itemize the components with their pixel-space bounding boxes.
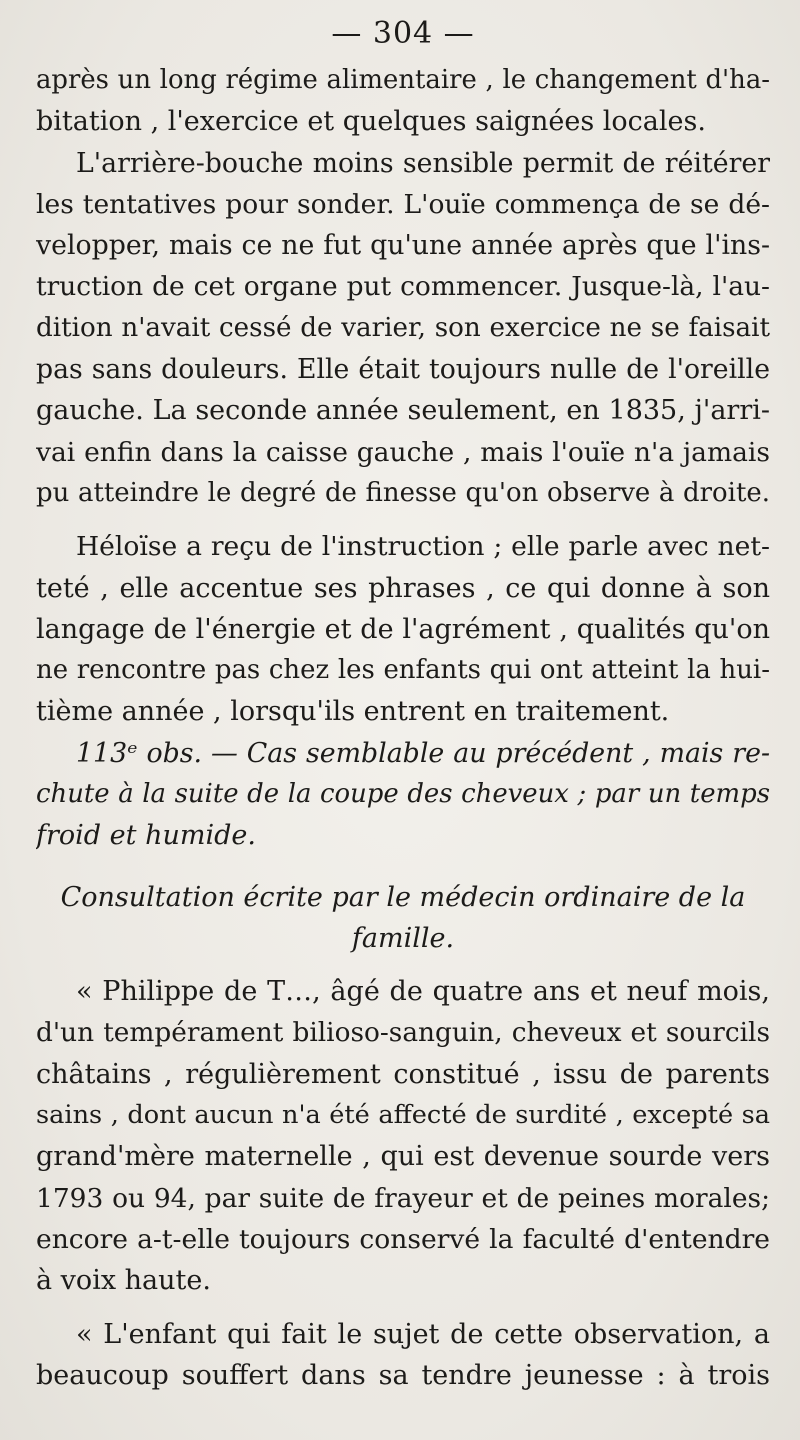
text-line: après un long régime alimentaire , le changement d'ha- — [36, 65, 770, 95]
paragraph-hearing-development — [36, 143, 770, 515]
text-line: d'un tempérament bilioso-sanguin, cheveux et sourcils — [36, 1017, 770, 1048]
text-line: vai enfin dans la caisse gauche , mais l'ouïe n'a jamais — [36, 436, 770, 468]
text-line: tième année , lorsqu'ils entrent en traitement. — [36, 696, 670, 728]
text-line: pas sans douleurs. Elle était toujours nulle de l'oreille — [36, 354, 770, 386]
paragraph-philippe — [36, 971, 770, 1301]
paragraph-heloise — [36, 526, 770, 732]
text-line: 113ᵉ obs. — Cas semblable au précédent , mais re- — [76, 737, 770, 769]
text-line: châtains , régulièrement constitué , issu de parents — [36, 1058, 770, 1090]
text-line: ne rencontre pas chez les enfants qui ont atteint la hui- — [36, 655, 770, 686]
text-line: Héloïse a reçu de l'instruction ; elle parle avec net- — [76, 531, 770, 563]
text-line: chute à la suite de la coupe des cheveux ; par un temps — [36, 779, 770, 810]
text-line: grand'mère maternelle , qui est devenue sourde vers — [36, 1141, 770, 1173]
text-line: Consultation écrite par le médecin ordinaire de la — [60, 881, 746, 913]
paragraph-child — [36, 1314, 770, 1397]
paragraph-continuation — [36, 60, 770, 143]
text-line: sains , dont aucun n'a été affecté de surdité , excepté sa — [36, 1100, 770, 1131]
observation-heading — [36, 733, 770, 857]
text-line: teté , elle accentue ses phrases , ce qui donne à son — [36, 572, 770, 604]
text-line: velopper, mais ce ne fut qu'une année après que l'ins- — [36, 230, 770, 262]
text-line: L'arrière-bouche moins sensible permit de réitérer — [76, 147, 770, 179]
text-line: froid et humide. — [36, 820, 256, 852]
text-line: gauche. La seconde année seulement, en 1835, j'arri- — [36, 395, 770, 427]
text-line: bitation , l'exercice et quelques saignées locales. — [36, 106, 706, 138]
text-line: langage de l'énergie et de l'agrément , qualités qu'on — [36, 613, 770, 645]
text-line: à voix haute. — [36, 1265, 211, 1297]
text-line: dition n'avait cessé de varier, son exercice ne se faisait — [36, 312, 770, 343]
text-line: les tentatives pour sonder. L'ouïe commença de se dé- — [36, 188, 770, 220]
text-line: pu atteindre le degré de finesse qu'on observe à droite. — [36, 477, 770, 508]
text-line: « Philippe de T…, âgé de quatre ans et neuf mois, — [76, 976, 770, 1008]
consultation-heading — [36, 877, 770, 960]
text-line: encore a-t-elle toujours conservé la faculté d'entendre — [36, 1224, 770, 1256]
page-number: — 304 — — [331, 16, 475, 51]
text-line: beaucoup souffert dans sa tendre jeunesse : à trois — [36, 1359, 770, 1391]
text-line: famille. — [351, 922, 455, 954]
text-line: « L'enfant qui fait le sujet de cette observation, a — [76, 1318, 770, 1350]
text-line: truction de cet organe put commencer. Jusque-là, l'au- — [36, 271, 770, 303]
text-line: 1793 ou 94, par suite de frayeur et de peines morales; — [36, 1182, 770, 1214]
